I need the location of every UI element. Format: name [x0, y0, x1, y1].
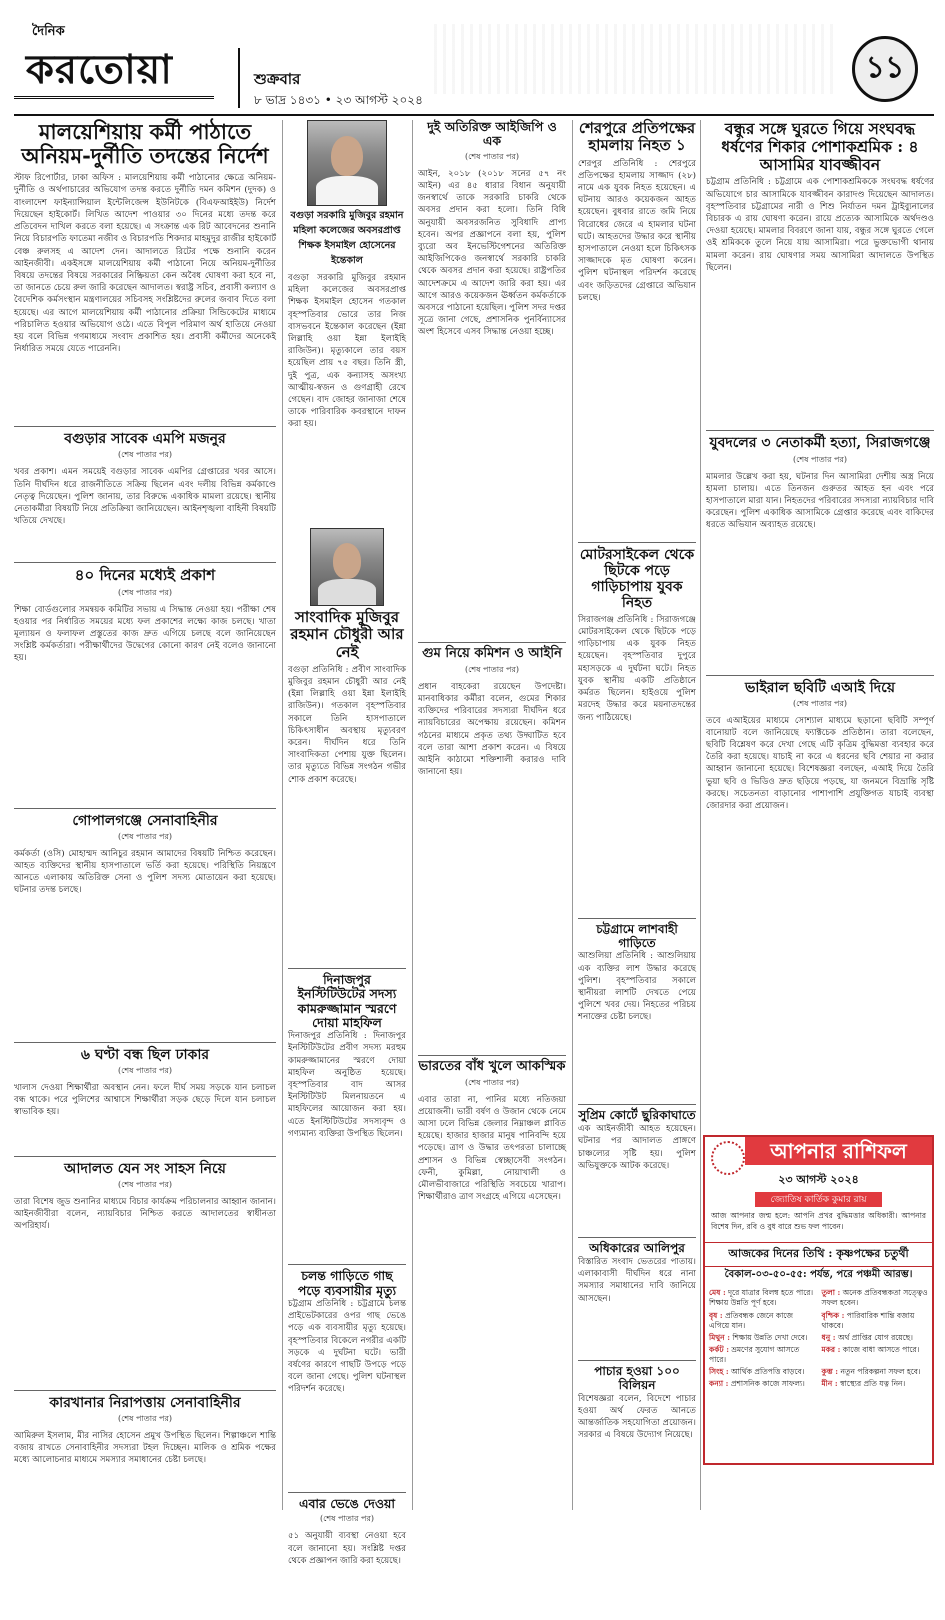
header-day: শুক্রবার [254, 70, 301, 88]
article-demolish: ৫১ অনুযায়ী ব্যবস্থা নেওয়া হবে বলে জানানো হয়। সংশ্লিষ্ট দপ্তর থেকে প্রজ্ঞাপন জারি করা হয়েছে। [288, 1531, 406, 1566]
zodiac-sign-text: নতুন পরিকল্পনা সফল হবে। [838, 1367, 921, 1377]
horoscope-title: আপনার রাশিফল [745, 1137, 932, 1165]
headline-alipur: অধিকারের আলিপুর [589, 1241, 685, 1256]
headline-journalist: সাংবাদিক মুজিবুর রহমান চৌধুরী আর নেই [290, 608, 404, 661]
headline-factory: কারখানার নিরাপত্তায় সেনাবাহিনীর [49, 1394, 241, 1411]
page-number: ১১ [852, 36, 918, 102]
article-malaysia: স্টাফ রিপোর্টার, ঢাকা অফিস : মালয়েশিয়ায় কর্মী পাঠানোর ক্ষেত্রে অনিয়ম-দুর্নীতি ও অর্থপাচারের অভিযোগ তদন্ত করতে দুর্নীতি দমন কমিশন (দুদক) ও বাংলাদেশ ফাইন্যান্সিয়াল ইন্টেলিজেন্স ইউনিটকে (বিএফআইইউ) নির্দেশ দিয়েছেন হাইকোর্ট। লিখিত আদেশ পাওয়ার ৩০ দিনের মধ্যে তদন্ত করে প্রতিবেদন দাখিল করতে বলা হয়েছে। এ সংক্রান্ত এক রিট আবেদনের শুনানি নিয়ে বিচারপতি ফাতেমা নজীব ও বিচারপতি শিকদার মাহমুদুর রাজীর হাইকোর্ট বেঞ্চ রুলসহ এ আদেশ দেন। আদালতে রিটের পক্ষে শুনানি করেন আইনজীবী। একইসঙ্গে মালয়েশিয়ায় কর্মী পাঠানো নিয়ে অনিয়ম-দুর্নীতির বিষয়ে তদন্তের বিষয়ে সরকারের নিষ্ক্রিয়তা কেন অবৈধ ঘোষণা করা হবে না, তা জানতে চেয়ে রুল জারি করেছেন আদালত। স্বরাষ্ট্র সচিব, প্রবাসী কল্যাণ ও বৈদেশিক কর্মসংস্থান মন্ত্রণালয়ের সচিবসহ সংশ্লিষ্টদের রুলের জবাব দিতে বলা হয়েছে। এর আগে মালয়েশিয়ায় কর্মী পাঠানোর প্রক্রিয়া সিন্ডিকেটের মাধ্যমে পরিচালিত হওয়ার অভিযোগ ওঠে। এতে বিপুল পরিমাণ অর্থ হাতিয়ে নেওয়া হয় বলে বিভিন্ন গণমাধ্যমে সংবাদ প্রকাশিত হয়। প্রবাসী কর্মীদের অনেকেই নির্ধারিত সময়ে যেতে পারেননি। [14, 173, 276, 355]
article-bogura-mp: খবর প্রকাশ। এমন সময়েই বগুড়ার সাবেক এমপির গ্রেপ্তারের খবর আসে। তিনি দীর্ঘদিন ধরে রাজনীতিতে সক্রিয় ছিলেন এবং দলীয় বিভিন্ন কর্মকাণ্ডে নেতৃত্ব দিয়েছেন। পুলিশ জানায়, তার বিরুদ্ধে একাধিক মামলা রয়েছে। স্থানীয় নেতাকর্মীরা বিষয়টি নিয়ে প্রতিক্রিয়া জানিয়েছেন। আইনশৃঙ্খলা বাহিনী বিষয়টি খতিয়ে দেখছে। [14, 467, 276, 527]
headline-supreme-court: সুপ্রিম কোর্টে ছুরিকাঘাতে [578, 1108, 696, 1123]
tithi-heading: আজকের দিনের তিথি : কৃষ্ণপক্ষের চতুর্থী [705, 1242, 932, 1267]
header-divider [238, 48, 240, 108]
zodiac-sign-name: মেষ : [709, 1288, 726, 1298]
zodiac-sign-name: মকর : [821, 1344, 841, 1354]
article-journalist: বগুড়া প্রতিনিধি : প্রবীণ সাংবাদিক মুজিবুর রহমান চৌধুরী আর নেই (ইন্না লিল্লাহি ওয়া ইন্না ইলাইহি রাজিউন)। গতকাল বৃহস্পতিবার সকালে তিনি হাসপাতালে চিকিৎসাধীন অবস্থায় মৃত্যুবরণ করেন। দীর্ঘদিন ধরে তিনি সাংবাদিকতা পেশায় যুক্ত ছিলেন। তার মৃত্যুতে বিভিন্ন সংগঠন গভীর শোক প্রকাশ করেছে। [288, 664, 406, 785]
portrait-photo [307, 120, 387, 206]
article-alipur: বিস্তারিত সংবাদ ভেতরের পাতায়। এলাকাবাসী দীর্ঘদিন ধরে নানা সমস্যার সমাধানের দাবি জানিয়ে আসছেন। [578, 1257, 696, 1304]
zodiac-sign-text: ভ্রমণের সুযোগ আসতে পারে। [709, 1344, 800, 1365]
zodiac-sign-name: মিথুন : [709, 1332, 731, 1342]
column-rule [282, 120, 283, 1510]
zodiac-sign-entry [822, 1288, 929, 1308]
column-3 [418, 120, 566, 1534]
zodiac-sign-entry [709, 1311, 816, 1331]
headline-disappearance: গুম নিয়ে কমিশন ও আইনি [422, 645, 562, 661]
article-6-hours: খালাস দেওয়া শিক্ষার্থীরা অবস্থান নেন। ফলে দীর্ঘ সময় সড়কে যান চলাচল বন্ধ থাকে। পরে পুলিশের আশ্বাসে শিক্ষার্থীরা সড়ক ছেড়ে দিলে যান চলাচল স্বাভাবিক হয়। [14, 1082, 276, 1118]
article-tree-fall: চট্টগ্রাম প্রতিনিধি : চট্টগ্রামে চলন্ত প্রাইভেটকারের ওপর গাছ ভেঙে পড়ে এক ব্যবসায়ীর মৃত্যু হয়েছে। বৃহস্পতিবার বিকেলে নগরীর একটি সড়কে এ দুর্ঘটনা ঘটে। ভারী বর্ষণের কারণে গাছটি উপড়ে পড়ে বলে জানা গেছে। পুলিশ ঘটনাস্থল পরিদর্শন করেছে। [288, 1299, 406, 1395]
headline-gopalganj: গোপালগঞ্জে সেনাবাহিনীর [72, 812, 218, 829]
headline-garment-worker: বন্ধুর সঙ্গে ঘুরতে গিয়ে সংঘবদ্ধ ধর্ষণের শিকার পোশাকশ্রমিক : ৪ আসামির যাবজ্জীবন [721, 119, 919, 174]
article-india-dam: এবার তারা না, পানির মধ্যে নতিজয়া প্রয়োজনী। ভারী বর্ষণ ও উজান থেকে নেমে আসা ঢলে বিভিন্ন জেলার নিম্নাঞ্চল প্লাবিত হয়েছে। হাজার হাজার মানুষ পানিবন্দি হয়ে পড়েছে। ত্রাণ ও উদ্ধার তৎপরতা চালাচ্ছে প্রশাসন ও বিভিন্ন স্বেচ্ছাসেবী সংগঠন। ফেনী, কুমিল্লা, নোয়াখালী ও মৌলভীবাজারে পরিস্থিতি সবচেয়ে খারাপ। শিক্ষার্থীরাও ত্রাণ সংগ্রহে এগিয়ে এসেছেন। [418, 1094, 566, 1203]
zodiac-sign-name: কর্কট : [709, 1344, 729, 1354]
headline-igp: দুই অতিরিক্ত আইজিপি ও এক [427, 119, 557, 149]
article-gopalganj: কর্মকর্তা (ওসি) মোহাম্মদ আনিচুর রহমান আমাদের বিষয়টি নিশ্চিত করেছেন। আহত ব্যক্তিদের স্থানীয় হাসপাতালে ভর্তি করা হয়েছে। পরিস্থিতি নিয়ন্ত্রণে আনতে এলাকায় অতিরিক্ত সেনা ও পুলিশ সদস্য মোতায়েন করা হয়েছে। ঘটনার তদন্ত চলছে। [14, 848, 276, 896]
article-chattogram-body: আশুলিয়া প্রতিনিধি : আশুলিয়ায় এক ব্যক্তির লাশ উদ্ধার করেছে পুলিশ। বৃহস্পতিবার সকালে স্থানীয়রা লাশটি দেখতে পেয়ে পুলিশে খবর দেয়। নিহতের পরিচয় শনাক্তের চেষ্টা চলছে। [578, 951, 696, 1023]
headline-laundering: পাচার হওয়া ১০০ বিলিয়ন [594, 1364, 680, 1392]
headline-chattogram-body: চট্টগ্রামে লাশবাহী গাড়িতে [596, 921, 678, 950]
portrait-photo [310, 528, 384, 606]
article-disappearance: প্রধান বাহকেরা রয়েছেন উপদেষ্টা। মানবাধিকার কর্মীরা বলেন, গুমের শিকার ব্যক্তিদের পরিবারের সদস্যরা দীর্ঘদিন ধরে ন্যায়বিচারের অপেক্ষায় রয়েছেন। কমিশন গঠনের মাধ্যমে প্রকৃত তথ্য উদ্ঘাটিত হবে বলে তারা আশা প্রকাশ করেন। এ বিষয়ে আইনি কাঠামো শক্তিশালী করারও দাবি জানানো হয়। [418, 681, 566, 778]
article-motorcycle: সিরাজগঞ্জ প্রতিনিধি : সিরাজগঞ্জে মোটরসাইকেল থেকে ছিটকে পড়ে গাড়িচাপায় এক যুবক নিহত হয়েছেন। বৃহস্পতিবার দুপুরে মহাসড়কে এ দুর্ঘটনা ঘটে। নিহত যুবক স্থানীয় একটি প্রতিষ্ঠানে কর্মরত ছিলেন। হাইওয়ে পুলিশ মরদেহ উদ্ধার করে ময়নাতদন্তের জন্য পাঠিয়েছে। [578, 614, 696, 723]
continued-note: (শেষ পাতার পর) [792, 698, 848, 708]
headline-motorcycle: মোটরসাইকেল থেকে ছিটকে পড়ে গাড়িচাপায় যুবক নিহত [579, 546, 695, 611]
headline-dinajpur: দিনাজপুর ইনস্টিটিউটের সদস্য কামরুজ্জামান স্মরণে দোয়া মাহফিল [297, 971, 397, 1030]
zodiac-sign-name: কুম্ভ : [821, 1367, 839, 1377]
zodiac-sign-entry [822, 1379, 929, 1389]
zodiac-sign-entry [709, 1288, 816, 1308]
zodiac-sign-name: ধনু : [821, 1332, 836, 1342]
zodiac-sign-entry [709, 1333, 816, 1343]
zodiac-sign-name: মীন : [821, 1379, 838, 1389]
continued-note: (শেষ পাতার পর) [464, 664, 520, 674]
zodiac-sign-text: অর্থ প্রাপ্তির যোগ রয়েছে। [835, 1332, 913, 1342]
headline-40-days: ৪০ দিনের মধ্যেই প্রকাশ [74, 566, 216, 585]
column-4 [578, 120, 696, 1483]
obituary-article: বগুড়া সরকারি মুজিবুর রহমান মহিলা কলেজের অবসরপ্রাপ্ত শিক্ষক ইসমাইল হোসেন গতকাল বৃহস্পতিবার ভোরে তার নিজ বাসভবনে ইন্তেকাল করেছেন (ইন্না লিল্লাহি ওয়া ইন্না ইলাইহি রাজিউন)। মৃত্যুকালে তার বয়স হয়েছিল প্রায় ৭৫ বছর। তিনি স্ত্রী, দুই পুত্র, এক কন্যাসহ অসংখ্য আত্মীয়-স্বজন ও গুণগ্রাহী রেখে গেছেন। বাদ জোহর জানাজা শেষে তাকে পারিবারিক কবরস্থানে দাফন করা হয়। [288, 273, 406, 430]
article-court: তারা বিশেষ জুড শুনানির মাধ্যমে বিচার কার্যক্রম পরিচালনার আহ্বান জানান। আইনজীবীরা বলেন, ন্যায়বিচার নিশ্চিত করতে আদালতের স্বাধীনতা অপরিহার্য। [14, 1196, 276, 1232]
zodiac-sign-text: অনেক প্রতিবন্ধকতা সত্ত্বেও সফল হবেন। [821, 1288, 928, 1308]
horoscope-date: ২৩ আগস্ট ২০২৪ [778, 1173, 859, 1186]
zodiac-sign-entry [822, 1345, 929, 1365]
continued-note: (শেষ পাতার পর) [319, 1514, 375, 1524]
zodiac-sign-name: বৃষ : [709, 1310, 723, 1320]
zodiac-sign-text: কাজে বাধা আসতে পারে। [840, 1344, 920, 1354]
article-dinajpur: দিনাজপুর প্রতিনিধি : দিনাজপুর ইনস্টিটিউটের প্রবীণ সদস্য মরহুম কামরুজ্জামানের স্মরণে দোয়া মাহফিল অনুষ্ঠিত হয়েছে। বৃহস্পতিবার বাদ আসর ইনস্টিটিউট মিলনায়তনে এ মাহফিলের আয়োজন করা হয়। এতে ইনস্টিটিউটের সদস্যবৃন্দ ও গণ্যমান্য ব্যক্তিরা উপস্থিত ছিলেন। [288, 1031, 406, 1139]
article-sherpur: শেরপুর প্রতিনিধি : শেরপুরে প্রতিপক্ষের হামলায় সাজ্জাদ (২৮) নামে এক যুবক নিহত হয়েছেন। এ ঘটনায় আরও কয়েকজন আহত হয়েছেন। বুধবার রাতে জমি নিয়ে বিরোধের জেরে এ হামলার ঘটনা ঘটে। আহতদের উদ্ধার করে স্থানীয় হাসপাতালে নেওয়া হলে চিকিৎসক সাজ্জাদকে মৃত ঘোষণা করেন। পুলিশ ঘটনাস্থল পরিদর্শন করেছে এবং জড়িতদের গ্রেপ্তারে অভিযান চলছে। [578, 158, 696, 303]
zodiac-sign-name: তুলা : [821, 1288, 841, 1298]
column-rule [572, 120, 573, 1510]
headline-malaysia: মালয়েশিয়ায় কর্মী পাঠাতে অনিয়ম-দুর্নীতি তদন্তের নির্দেশ [21, 119, 269, 169]
horoscope-intro: আজ আপনার জন্ম হলে: আপনি প্রখর বুদ্ধিমত্তার অধিকারী। আপনার বিশেষ দিন, রবি ও বুধ বারে শুভ ফল পাবেন। [711, 1211, 926, 1231]
zodiac-sign-text: দূরে যাত্রার বিলম্ব হতে পারে। শিক্ষায় উন্নতি পূর্ণ হবে। [709, 1288, 814, 1308]
continued-note: (শেষ পাতার পর) [464, 1077, 520, 1087]
horoscope-box [703, 1135, 934, 1465]
masthead [14, 8, 934, 116]
zodiac-sign-name: কন্যা : [709, 1379, 729, 1389]
continued-note: (শেষ পাতার পর) [117, 1065, 173, 1075]
logo-rule [14, 96, 214, 99]
zodiac-sign-text: আর্থিক প্রতিপত্তি বাড়বে। [728, 1367, 805, 1377]
obituary-caption: বগুড়া সরকারি মুজিবুর রহমান মহিলা কলেজের অবসরপ্রাপ্ত শিক্ষক ইসমাইল হোসেনের ইন্তেকাল [290, 210, 404, 266]
logo-small: দৈনিক [32, 24, 65, 39]
zodiac-sign-text: স্বাস্থ্যের প্রতি যত্ন নিন। [837, 1379, 906, 1389]
header-date: ৮ ভাদ্র ১৪৩১ • ২৩ আগস্ট ২০২৪ [254, 93, 423, 107]
headline-demolish: এবার ভেঙে দেওয়া [298, 1496, 396, 1511]
article-garment-worker: চট্টগ্রাম প্রতিনিধি : চট্টগ্রামে এক পোশাকশ্রমিককে সংঘবদ্ধ ধর্ষণের অভিযোগে চার আসামিকে যাবজ্জীবন কারাদণ্ড দিয়েছেন আদালত। বৃহস্পতিবার চট্টগ্রামের নারী ও শিশু নির্যাতন দমন ট্রাইব্যুনালের বিচারক এ রায় ঘোষণা করেন। রায়ে প্রত্যেক আসামিকে অর্থদণ্ডও দেওয়া হয়েছে। মামলার বিবরণে জানা যায়, বন্ধুর সঙ্গে ঘুরতে গেলে ওই শ্রমিককে তুলে নিয়ে যায় আসামিরা। পরে ভুক্তভোগী থানায় মামলা করেন। রায় ঘোষণার সময় আসামিরা আদালতে উপস্থিত ছিলেন। [706, 177, 934, 273]
column-1 [14, 120, 276, 1540]
zodiac-sign-name: বৃশ্চিক : [821, 1310, 845, 1320]
zodiac-sign-entry [709, 1367, 816, 1377]
astrologer-name: জ্যোতিষ কার্তিক কুমার রায় [755, 1192, 882, 1207]
article-40-days: শিক্ষা বোর্ডগুলোর সমন্বয়ক কমিটির সভায় এ সিদ্ধান্ত নেওয়া হয়। পরীক্ষা শেষ হওয়ার পর নির্ধারিত সময়ের মধ্যে ফল প্রকাশের লক্ষ্যে কাজ চলছে। খাতা মূল্যায়ন ও ফলাফল প্রস্তুতের কাজ দ্রুত এগিয়ে চলছে বলে জানিয়েছেন সংশ্লিষ্ট কর্মকর্তারা। পরীক্ষার্থীদের উদ্বেগের কোনো কারণ নেই বলেও জানানো হয়। [14, 604, 276, 664]
logo: করতোয়া [26, 46, 173, 93]
article-igp: আইন, ২০১৮ (২০১৮ সনের ৫৭ নং আইন) এর ৪৫ ধারার বিধান অনুযায়ী জনস্বার্থে তাকে সরকারি চাকরি থেকে অবসর প্রদান করা হলো। তিনি বিধি অনুযায়ী অবসরজনিত সুবিধাদি প্রাপ্য হবেন। অপর প্রজ্ঞাপনে বলা হয়, পুলিশ ব্যুরো অব ইনভেস্টিগেশনের অতিরিক্ত আইজিপিকেও জনস্বার্থে সরকারি চাকরি থেকে অবসর প্রদান করা হয়েছে। রাষ্ট্রপতির আদেশক্রমে এ আদেশ জারি করা হয়। এর আগে আরও কয়েকজন ঊর্ধ্বতন কর্মকর্তাকে অবসরে পাঠানো হয়েছিল। পুলিশ সদর দপ্তর সূত্রে জানা গেছে, প্রশাসনিক পুনর্বিন্যাসের অংশ হিসেবে এসব সিদ্ধান্ত নেওয়া হচ্ছে। [418, 168, 566, 338]
zodiac-icon [711, 1141, 745, 1175]
headline-bogura-mp: বগুড়ার সাবেক এমপি মজনুর [64, 431, 226, 448]
continued-note: (শেষ পাতার পর) [117, 831, 173, 841]
headline-sherpur: শেরপুরে প্রতিপক্ষের হামলায় নিহত ১ [578, 119, 696, 155]
headline-india-dam: ভারতের বাঁধ খুলে আকস্মিক [418, 1058, 566, 1074]
zodiac-sign-entry [709, 1379, 816, 1389]
headline-6-hours: ৬ ঘণ্টা বন্ধ ছিল ঢাকার [80, 1046, 210, 1063]
zodiac-sign-entry [822, 1333, 929, 1343]
continued-note: (শেষ পাতার পর) [792, 454, 848, 464]
zodiac-sign-text: প্রশাসনিক কাজে সাফল্য। [728, 1379, 805, 1389]
column-rule [412, 120, 413, 1510]
article-laundering: বিশেষজ্ঞরা বলেন, বিদেশে পাচার হওয়া অর্থ ফেরত আনতে আন্তর্জাতিক সহযোগিতা প্রয়োজন। সরকার এ বিষয়ে উদ্যোগ নিয়েছে। [578, 1393, 696, 1441]
headline-viral-photo: ভাইরাল ছবিটি এআই দিয়ে [745, 679, 895, 696]
continued-note: (শেষ পাতার পর) [464, 151, 520, 161]
article-supreme-court: এক আইনজীবী আহত হয়েছেন। ঘটনার পর আদালত প্রাঙ্গণে চাঞ্চল্যের সৃষ্টি হয়। পুলিশ অভিযুক্তকে আটক করেছে। [578, 1124, 696, 1171]
headline-tree-fall: চলন্ত গাড়িতে গাছ পড়ে ব্যবসায়ীর মৃত্যু [297, 1268, 397, 1298]
masthead-decoration [434, 24, 834, 94]
zodiac-sign-name: সিংহ : [709, 1367, 729, 1377]
zodiac-sign-entry [822, 1367, 929, 1377]
column-5 [706, 120, 934, 1055]
zodiac-sign-text: প্রতিবন্ধক জেনে কাজে এগিয়ে যান। [709, 1310, 793, 1330]
tithi-detail: বৈকাল-০৩-৫০-৫৫: পর্যন্ত, পরে পঞ্চমী আরম্ভ। [724, 1269, 913, 1281]
continued-note: (শেষ পাতার পর) [117, 1179, 173, 1189]
column-rule [700, 120, 701, 1510]
continued-note: (শেষ পাতার পর) [117, 450, 173, 460]
continued-note: (শেষ পাতার পর) [117, 1414, 173, 1423]
column-2 [288, 120, 406, 1620]
zodiac-sign-text: পারিবারিক শান্তি বজায় থাকবে। [821, 1310, 915, 1330]
article-viral-photo: তবে এআইয়ের মাধ্যমে সোশ্যাল মাধ্যমে ছড়ানো ছবিটি সম্পূর্ণ বানোয়াট বলে জানিয়েছে ফ্যাক্টচেক প্রতিষ্ঠান। তারা বলেছেন, ছবিটি বিশ্লেষণ করে দেখা গেছে এটি কৃত্রিম বুদ্ধিমত্তা ব্যবহার করে তৈরি করা হয়েছে। যাচাই না করে এ ধরনের ছবি শেয়ার না করার আহ্বান জানানো হয়েছে। বিশেষজ্ঞরা বলছেন, এআই দিয়ে তৈরি ভুয়া ছবি ও ভিডিও দ্রুত ছড়িয়ে পড়ছে, যা জনমনে বিভ্রান্তি সৃষ্টি করছে। সচেতনতা বাড়ানোর পাশাপাশি প্রযুক্তিগত যাচাই ব্যবস্থা জোরদার করা প্রয়োজন। [706, 715, 934, 812]
zodiac-sign-entry [822, 1311, 929, 1331]
headline-jubodal: যুবদলের ৩ নেতাকর্মী হত্যা, সিরাজগঞ্জে [709, 435, 931, 452]
zodiac-sign-entry [709, 1345, 816, 1365]
article-factory: আমিরুল ইসলাম, মীর নাসির হোসেন প্রমুখ উপস্থিত ছিলেন। শিল্পাঞ্চলে শান্তি বজায় রাখতে সেনাবাহিনীর সদস্যরা টহল দিচ্ছেন। মালিক ও শ্রমিক পক্ষের মধ্যে আলোচনার মাধ্যমে সমস্যার সমাধানের চেষ্টা চলছে। [14, 1431, 276, 1466]
zodiac-signs [705, 1284, 932, 1393]
article-jubodal: মামলার উল্লেখ করা হয়, ঘটনার দিন আসামিরা দেশীয় অস্ত্র নিয়ে হামলা চালায়। এতে তিনজন গুরুতর আহত হন এবং পরে হাসপাতালে মারা যান। নিহতদের পরিবারের সদস্যরা ন্যায়বিচার দাবি করেছেন। পুলিশ একাধিক আসামিকে গ্রেপ্তার করেছে এবং বাকিদের ধরতে অভিযান অব্যাহত রয়েছে। [706, 471, 934, 531]
headline-court: আদালত যেন সং সাহস নিয়ে [64, 1160, 226, 1177]
zodiac-sign-text: শিক্ষায় উন্নতি দেখা দেবে। [730, 1332, 808, 1342]
continued-note: (শেষ পাতার পর) [117, 587, 173, 597]
